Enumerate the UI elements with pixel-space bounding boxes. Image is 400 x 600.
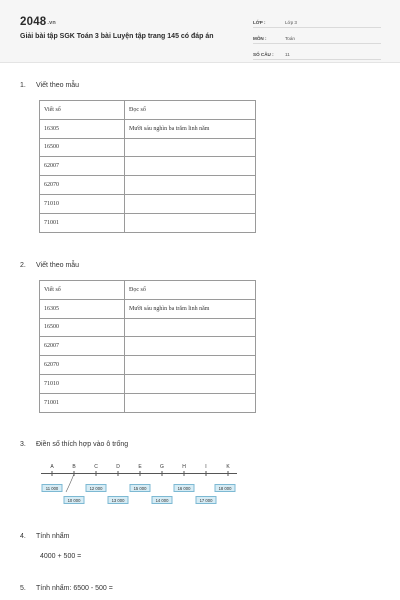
question-title: Tính nhẩm: 6500 - 500 = xyxy=(36,585,113,592)
point-label: I xyxy=(205,464,207,470)
table-cell: 71001 xyxy=(40,393,125,412)
question-title: Viết theo mẫu xyxy=(36,82,80,89)
question-4-expression: 4000 + 500 = xyxy=(40,553,82,560)
question-title: Viết theo mẫu xyxy=(36,262,80,269)
tick xyxy=(162,471,163,476)
point-label: B xyxy=(72,464,76,470)
tick xyxy=(228,471,229,476)
value-box: 14 000 xyxy=(152,496,173,504)
question-number: 3. xyxy=(20,441,26,448)
point-label: C xyxy=(94,464,98,470)
point-label: E xyxy=(138,464,142,470)
table-cell: 71010 xyxy=(40,374,125,393)
table-cell: 16500 xyxy=(40,318,125,337)
value-box: 15 000 xyxy=(130,484,151,492)
connector-curve xyxy=(66,474,74,492)
table-cell: Mười sáu nghìn ba trăm linh năm xyxy=(125,119,256,138)
meta-label: SỐ CÂU : xyxy=(253,52,274,57)
table-header-cell: Viết số xyxy=(40,101,125,120)
point-label: K xyxy=(226,464,230,470)
question-title: Điền số thích hợp vào ô trống xyxy=(36,441,129,448)
tick xyxy=(206,471,207,476)
meta-value: Lớp 3 xyxy=(285,20,297,25)
question-number: 4. xyxy=(20,533,26,540)
table-cell: 71010 xyxy=(40,194,125,213)
table-header-cell: Viết số xyxy=(40,281,125,300)
tick xyxy=(74,471,75,476)
table-cell: 62070 xyxy=(40,176,125,195)
table-cell: 16305 xyxy=(40,299,125,318)
question-number: 5. xyxy=(20,585,26,592)
table-cell: 62007 xyxy=(40,157,125,176)
value-box: 18 000 xyxy=(215,484,236,492)
table-cell: 62007 xyxy=(40,337,125,356)
table-cell: 16500 xyxy=(40,138,125,157)
value-box: 12 000 xyxy=(86,484,107,492)
table-cell: Mười sáu nghìn ba trăm linh năm xyxy=(125,299,256,318)
meta-label: LỚP : xyxy=(253,20,266,25)
tick xyxy=(96,471,97,476)
meta-value: 11 xyxy=(285,52,290,57)
question-number: 1. xyxy=(20,82,26,89)
question-4-heading xyxy=(20,533,69,540)
table-header-cell: Đọc số xyxy=(125,281,256,300)
question-title: Tính nhẩm xyxy=(36,533,70,540)
meta-value: Toán xyxy=(285,36,295,41)
table-cell: 16305 xyxy=(40,119,125,138)
value-box: 13 000 xyxy=(108,496,129,504)
document-title: Giải bài tập SGK Toán 3 bài Luyện tập trang 145 có đáp án xyxy=(20,33,214,40)
point-label: H xyxy=(182,464,186,470)
value-box: 10 000 xyxy=(64,496,85,504)
point-label: A xyxy=(50,464,54,470)
tick xyxy=(184,471,185,476)
brand-name: 2048 xyxy=(20,16,47,28)
value-box: 17 000 xyxy=(196,496,217,504)
table-cell: 71001 xyxy=(40,213,125,232)
tick xyxy=(118,471,119,476)
tick xyxy=(52,471,53,476)
point-label: D xyxy=(116,464,120,470)
question-5-heading xyxy=(20,585,113,592)
table-header-cell: Đọc số xyxy=(125,101,256,120)
value-box: 16 000 xyxy=(174,484,195,492)
question-number: 2. xyxy=(20,262,26,269)
brand-suffix: .vn xyxy=(47,20,56,26)
tick xyxy=(140,471,141,476)
meta-label: MÔN : xyxy=(253,36,267,41)
table-cell: 62070 xyxy=(40,356,125,375)
point-label: G xyxy=(160,464,164,470)
value-box: 11 000 xyxy=(42,484,63,492)
